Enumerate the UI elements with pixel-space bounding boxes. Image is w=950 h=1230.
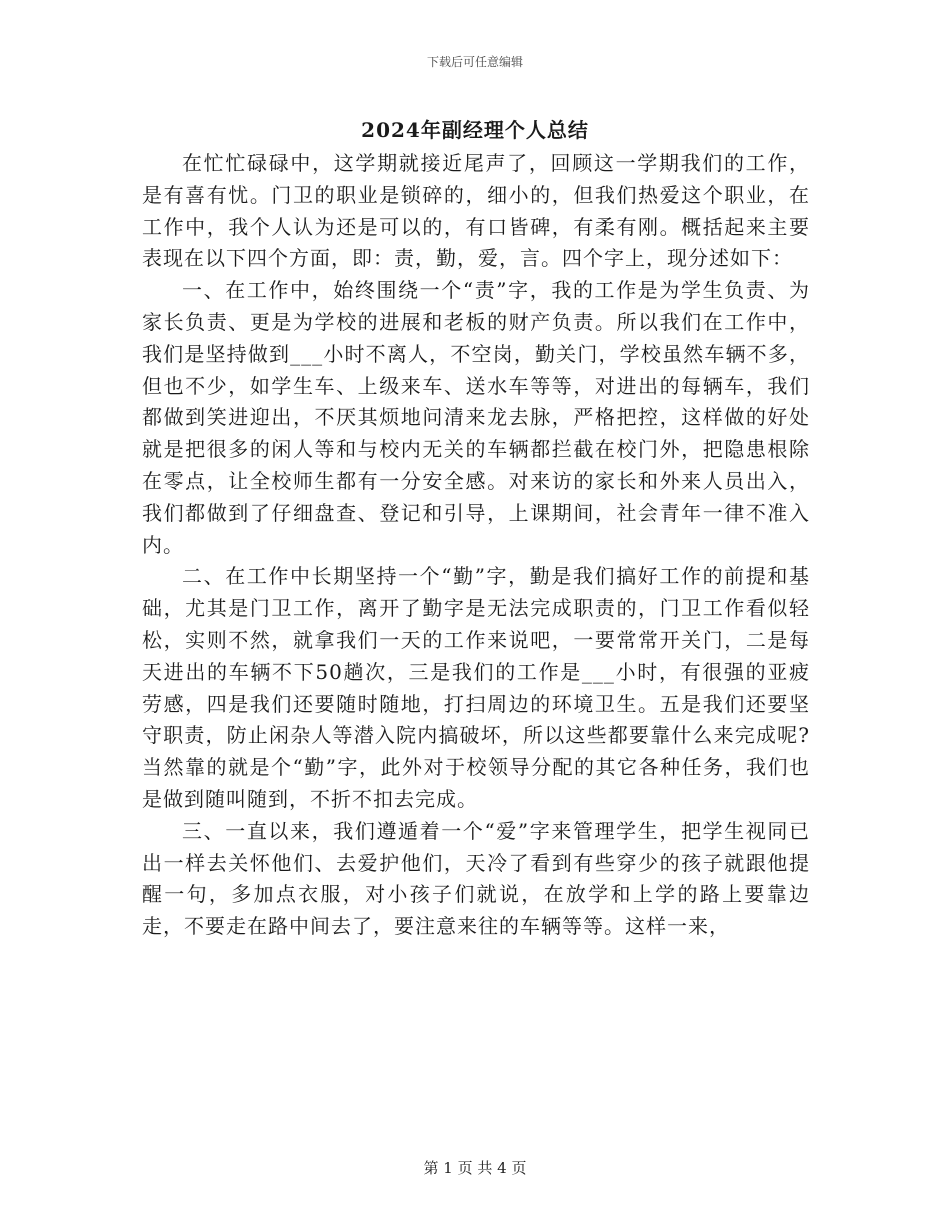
document-title: 2024年副经理个人总结 <box>361 118 589 142</box>
paragraph-intro: 在忙忙碌碌中，这学期就接近尾声了，回顾这一学期我们的工作，是有喜有忧。门卫的职业是锁碎的，细小的，但我们热爱这个职业，在工作中，我个人认为还是可以的，有口皆碑，有柔有刚。概括起来主要表现在以下四个方面，即：责，勤，爱，言。四个字上，现分述如下： <box>142 151 810 271</box>
document-body <box>142 148 810 943</box>
paragraph-love: 三、一直以来，我们遵遁着一个“爱”字来管理学生，把学生视同已出一样去关怀他们、去爱护他们，天冷了看到有些穿少的孩子就跟他提醒一句，多加点衣服，对小孩子们就说，在放学和上学的路上要靠边走，不要走在路中间去了，要注意来往的车辆等等。这样一来， <box>142 818 810 939</box>
paragraph-responsibility: 一、在工作中，始终围绕一个“责”字，我的工作是为学生负责、为家长负责、更是为学校的进展和老板的财产负责。所以我们在工作中，我们是坚持做到___小时不离人，不空岗，勤关门，学校虽然车辆不多，但也不少，如学生车、上级来车、送水车等等，对进出的每辆车，我们都做到笑进迎出，不厌其烦地问清来龙去脉，严格把控，这样做的好处就是把很多的闲人等和与校内无关的车辆都拦截在校门外，把隐患根除在零点，让全校师生都有一分安全感。对来访的家长和外来人员出入，我们都做到了仔细盘查、登记和引导，上课期间，社会青年一律不准入内。 <box>142 278 810 557</box>
paragraph-diligence: 二、在工作中长期坚持一个“勤”字，勤是我们搞好工作的前提和基础，尤其是门卫工作，离开了勤字是无法完成职责的，门卫工作看似轻松，实则不然，就拿我们一天的工作来说吧，一要常常开关门，二是每天进出的车辆不下50趟次，三是我们的工作是___小时，有很强的亚疲劳感，四是我们还要随时随地，打扫周边的环境卫生。五是我们还要坚守职责，防止闲杂人等潜入院内搞破坏，所以这些都要靠什么来完成呢?当然靠的就是个“勤”字，此外对于校领导分配的其它各种任务，我们也是做到随叫随到，不折不扣去完成。 <box>142 564 810 811</box>
page-number: 第 1 页 共 4 页 <box>423 1159 527 1177</box>
page-header-note: 下载后可任意编辑 <box>426 55 523 69</box>
